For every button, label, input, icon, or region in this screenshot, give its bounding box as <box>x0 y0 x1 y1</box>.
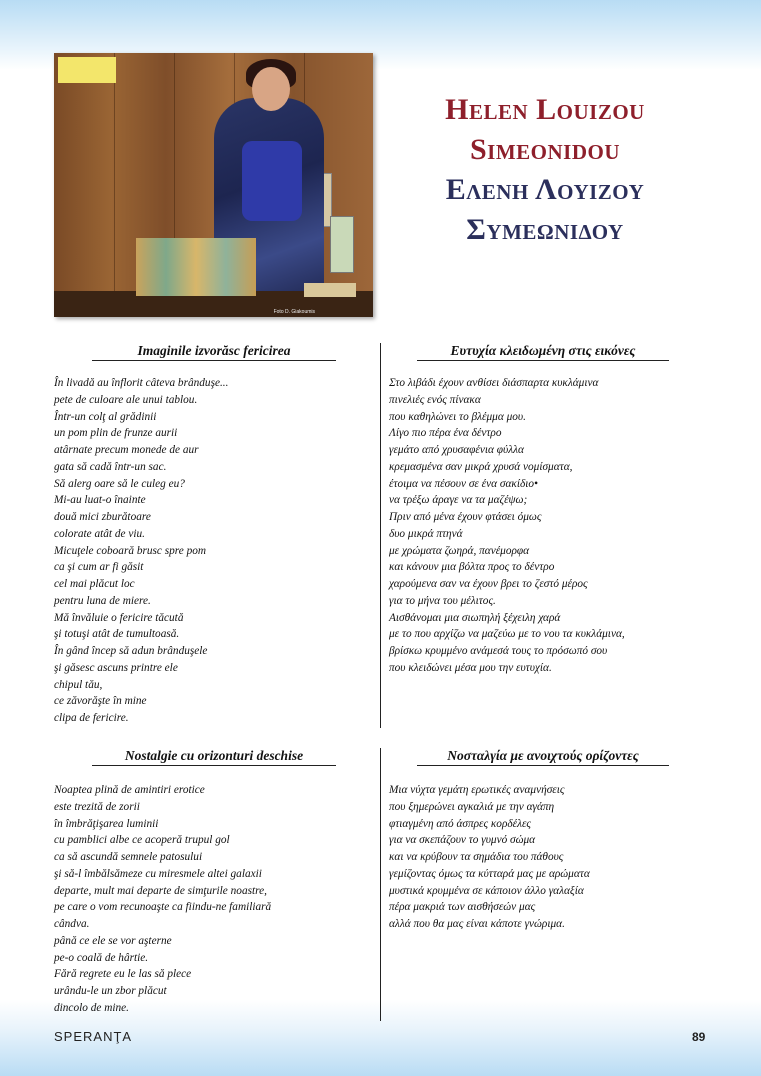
poem-title-greek-2: Νοσταλγία με ανοιχτούς ορίζοντες <box>417 748 669 766</box>
poem-line: ca şi cum ar fi găsit <box>54 561 144 574</box>
poem-line: urându-le un zbor plăcut <box>54 985 167 997</box>
poem-line: Mi-au luat-o înainte <box>54 494 146 507</box>
poem-line: chipul tău, <box>54 678 103 691</box>
author-name-greek-line2: Συμεωνιδου <box>466 213 624 246</box>
book-display <box>330 216 354 273</box>
poem-line: clipa de fericire. <box>54 712 129 724</box>
column-divider <box>380 343 381 728</box>
poem-line: Πριν από μένα έχουν φτάσει όμως <box>389 511 542 523</box>
poem-line: Μια νύχτα γεμάτη ερωτικές αναμνήσεις <box>389 784 565 796</box>
poem-line: În livadă au înflorit câteva brânduşe... <box>54 377 229 389</box>
poem-line: pe-o coală de hârtie. <box>54 951 149 964</box>
poem-line: cu pamblici albe ce acoperă trupul gol <box>54 834 230 847</box>
poem-title-greek-1: Ευτυχία κλειδωμένη στις εικόνες <box>417 343 669 361</box>
poem-line: Micuţele coboară brusc spre pom <box>54 544 207 557</box>
poem-line: este trezită de zorii <box>54 800 140 813</box>
poem-line: με χρώματα ζωηρά, πανέμορφα <box>389 544 530 557</box>
magazine-name: SPERANŢA <box>54 1029 133 1044</box>
poem-line: şi totuşi atât de tumultoasă. <box>54 628 180 641</box>
poem-line: atârnate precum monede de aur <box>54 444 199 456</box>
poem-line: Fără regrete eu le las să plece <box>54 968 192 981</box>
column-divider <box>380 748 381 1021</box>
poem-line: cel mai plăcut loc <box>54 578 135 590</box>
poem-line: για το μήνα του μέλιτος. <box>389 594 496 607</box>
poem-line: για να σκεπάζουν το γυμνό σώμα <box>389 834 536 847</box>
poem-line: γεμάτο από χρυσαφένια φύλλα <box>389 444 524 456</box>
poem-line: Într-un colţ al grădinii <box>54 410 157 423</box>
poem-line: ca să ascundă semnele patosului <box>54 851 203 863</box>
author-name-latin-line1: Helen Louizou <box>445 93 645 126</box>
author-name-greek-line1: Ελενη Λουιζου <box>445 173 645 206</box>
wall-note <box>58 57 116 83</box>
poem-line: gata să cadă într-un sac. <box>54 460 167 473</box>
poem-line: να τρέξω άραγε να τα μαζέψω; <box>389 494 528 507</box>
page-number: 89 <box>692 1030 706 1044</box>
poem-line: χαρούμενα σαν να έχουν βρει το ζεστό μέρος <box>389 578 588 590</box>
poem-line: που ξημερώνει αγκαλιά με την αγάπη <box>389 800 555 813</box>
poem-line: Αισθάνομαι μια σιωπηλή ξέχειλη χαρά <box>389 611 561 624</box>
poem-line: pe care o vom recunoaşte ca fiindu-ne familiară <box>54 901 272 914</box>
poem-line: Mă învăluie o fericire tăcută <box>54 611 184 624</box>
author-photo <box>54 53 373 317</box>
person-blouse <box>242 141 302 221</box>
poem-line: În gând încep să adun brânduşele <box>54 645 208 657</box>
poem-line: δυο μικρά πτηνά <box>389 527 463 540</box>
poem-line: με το που αρχίζω να μαζεύω με το νου τα κυκλάμινα, <box>389 628 625 641</box>
poem-line: până ce ele se vor aşterne <box>54 934 172 947</box>
poem-title-romanian-2: Nostalgie cu orizonturi deschise <box>92 748 336 766</box>
poem-line: un pom plin de frunze aurii <box>54 427 178 440</box>
poem-line: în îmbrăţişarea luminii <box>54 817 159 830</box>
poem-line: dincolo de mine. <box>54 1001 129 1014</box>
poem-body-greek-2 <box>389 782 590 933</box>
poem-line: κρεμασμένα σαν μικρά χρυσά νομίσματα, <box>389 460 573 473</box>
poem-line: γεμίζοντας όμως τα κύτταρά μας με αρώματα <box>389 867 590 880</box>
author-name-latin-line2: Simeonidou <box>469 133 621 166</box>
poem-line: Λίγο πιο πέρα ένα δέντρο <box>389 427 502 440</box>
poem-line: şi găsesc ascuns printre ele <box>54 661 178 674</box>
poem-line: ce zăvorăşte în mine <box>54 695 147 708</box>
photo-credit: Foto D. Giakoumis <box>273 309 315 315</box>
person-face <box>252 67 290 111</box>
poem-line: φτιαγμένη από άσπρες κορδέλες <box>389 817 532 830</box>
poem-body-romanian-1 <box>54 375 228 727</box>
poem-line: που καθηλώνει το βλέμμα μου. <box>389 410 526 423</box>
wall-panel <box>114 53 115 317</box>
poem-line: colorate atât de viu. <box>54 527 145 540</box>
books-on-table <box>136 238 256 296</box>
poem-line: πινελιές ενός πίνακα <box>389 393 481 406</box>
book-display <box>304 283 356 297</box>
poem-line: departe, mult mai departe de simţurile noastre, <box>54 884 267 897</box>
poem-line: Noaptea plină de amintiri erotice <box>54 784 205 796</box>
poem-line: şi să-l îmbălsămeze cu miresmele altei galaxii <box>54 867 262 880</box>
poem-line: μυστικά κρυμμένα σε κάποιον άλλο γαλαξία <box>389 884 584 897</box>
poem-title-romanian-1: Imaginile izvorăsc fericirea <box>92 343 336 361</box>
poem-line: cândva. <box>54 918 90 930</box>
poem-line: Στο λιβάδι έχουν ανθίσει διάσπαρτα κυκλάμινα <box>389 377 599 389</box>
poem-line: αλλά που θα μας είναι κάποτε γνώριμα. <box>389 918 565 930</box>
poem-line: două mici zburătoare <box>54 511 151 523</box>
poem-line: pete de culoare ale unui tablou. <box>54 393 198 406</box>
poem-line: βρίσκω κρυμμένο ανάμεσά τους το πρόσωπό σου <box>389 645 608 657</box>
poem-line: pentru luna de miere. <box>54 594 151 607</box>
poem-line: και να κρύβουν τα σημάδια του πάθους <box>389 851 564 863</box>
poem-body-greek-1 <box>389 375 625 677</box>
poem-line: πέρα μακριά των αισθήσεών μας <box>389 901 536 914</box>
poem-line: έτοιμα να πέσουν σε ένα σακίδιο• <box>389 477 538 490</box>
poem-line: Să alerg oare să le culeg eu? <box>54 477 185 490</box>
poem-line: και κάνουν μια βόλτα προς το δέντρο <box>389 561 555 574</box>
poem-line: που κλειδώνει μέσα μου την ευτυχία. <box>389 661 552 674</box>
poem-body-romanian-2 <box>54 782 271 1017</box>
